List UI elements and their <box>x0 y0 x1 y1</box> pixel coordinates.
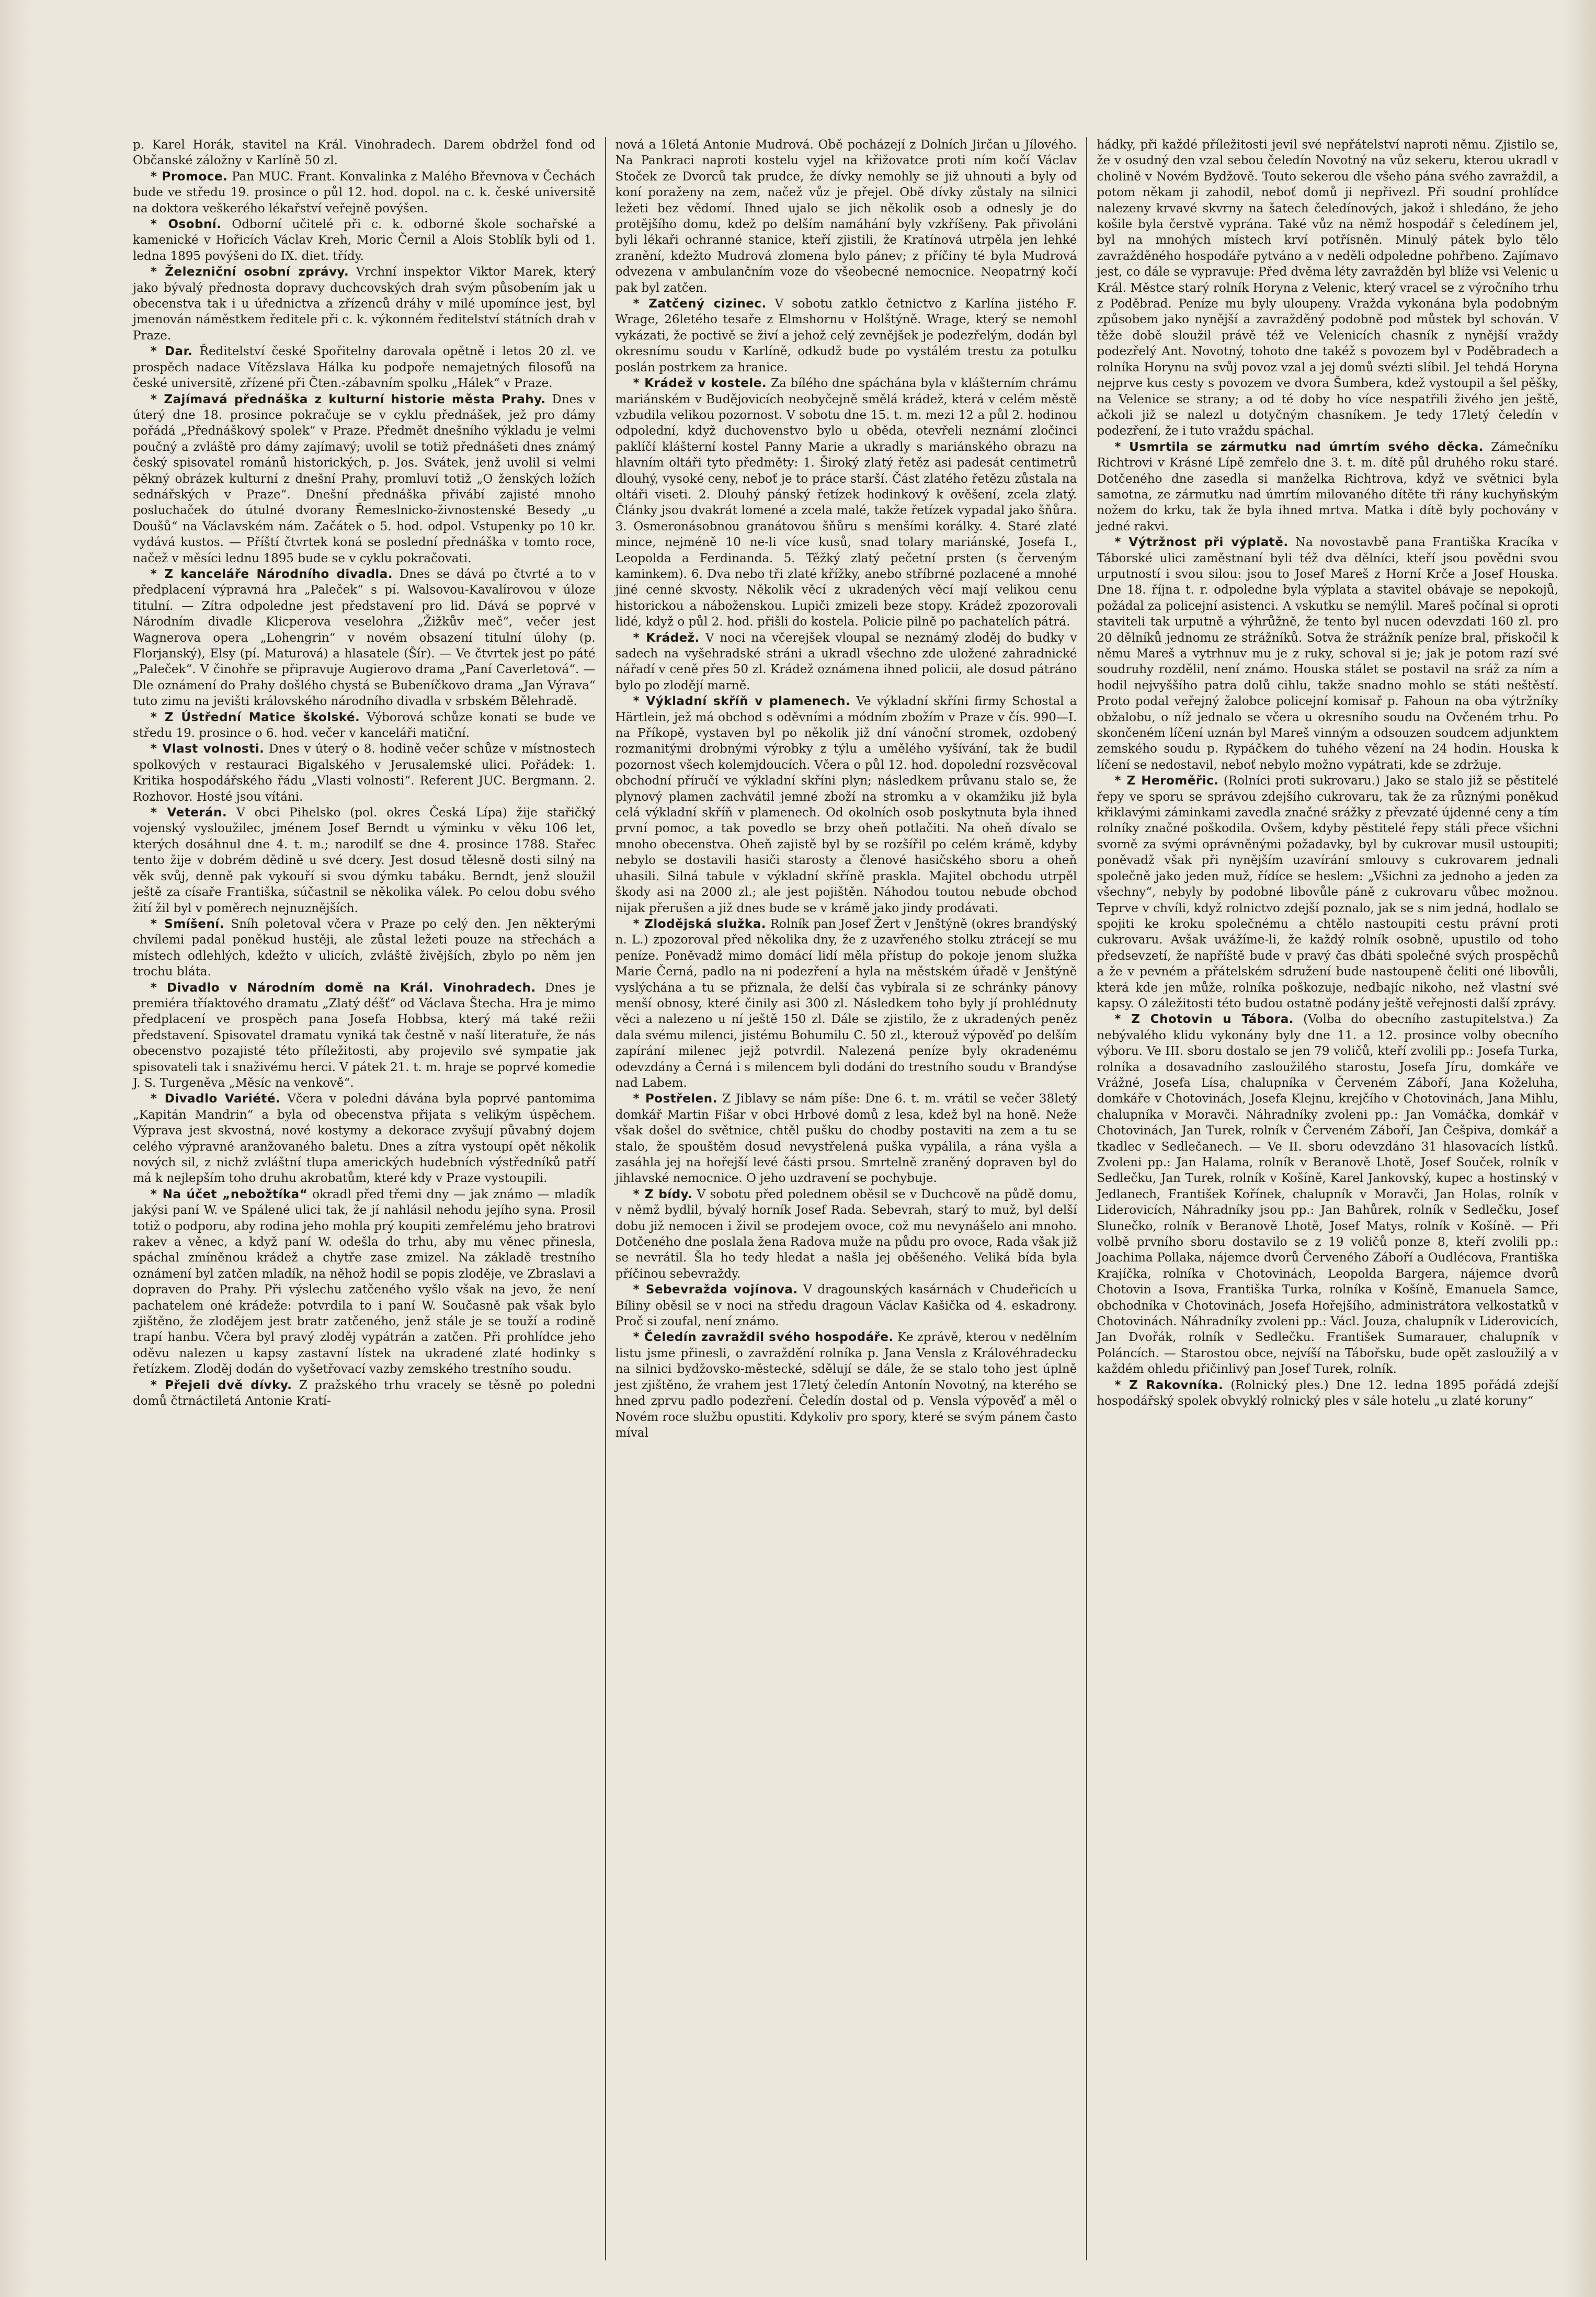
article-text: Ředitelství české Spořitelny darovala opětně i letos 20 zl. ve prospěch nadace Vítězslava Hálka ku podpoře nemajetných filosofů na české universitě, zřízené při Čten.-zábavním spolku „Hálek“ v Praze. <box>133 345 596 391</box>
article-heading: * Na účet „nebožtíka“ <box>151 1187 308 1201</box>
article-text: (Rolnický ples.) Dne 12. ledna 1895 pořádá zdejší hospodářský spolek obvyklý rolnický ples v sále hotelu „u zlaté koruny“ <box>1097 1378 1559 1408</box>
article-paragraph <box>1097 535 1558 773</box>
article-text: (Volba do obecního zastupitelstva.) Za nebývalého klidu vykonány byly dne 11. a 12. prosince volby obecního výboru. Ve III. sboru dostalo se jen 79 voličů, kteří zvolili pp.: Josefa Turka, rolníka a dosavadního zasloužilého starostu, Josefa Jíru, domkáře ve Vrážné, Josefa Lísa, chalupníka v Červeném Záboří, Jana Koželuha, domkáře v Chotovinách, Josefa Klejnu, krejčího v Chotovinách, Jana Mihlu, chalupníka v Moravči. Náhradníky zvoleni pp.: Jan Vomáčka, domkář v Chotovinách, Jan Turek, rolník v Červeném Záboří, Jan Češpiva, domkář a tkadlec v Sedlečanech. — Ve II. sboru odevzdáno 31 hlasovacích lístků. Zvoleni pp.: Jan Halama, rolník v Beranově Lhotě, Josef Souček, rolník v Sedlečku, Jan Turek, rolník v Košíně, Karel Jankovský, kupec a hostinský v Jedlanech, František Kořínek, chalupník v Moravči, Jan Holas, rolník v Liderovicích, Náhradníky jsou pp.: Jan Bahůrek, rolník v Sedlečku, Josef Slunečko, rolník v Beranově Lhotě, Josef Matys, rolník v Košíně. — Při volbě prvního sboru dostavilo se z 19 voličů ponze 8, kteří zvolili pp.: Joachima Pollaka, nájemce dvorů Červeného Záboří a Oudlécova, Františka Krajíčka, rolníka v Chotovinách, Leopolda Bargera, nájemce dvorů Chotovin a Isova, Františka Turka, rolníka v Košíně, Emanuela Samce, obchodníka v Chotovinách, Josefa Hořejšího, administrátora velkostatků v Chotovinách. Náhradníky zvoleni pp.: Václ. Jouza, chalupník v Liderovicích, Jan Dvořák, rolník v Sedlečku. František Sumarauer, chalupník v Poláncích. — Starostou obce, nejvíší na Tábořsku, bude opět zasloužilý a v každém ohledu přičinlivý pan Josef Turek, rolník. <box>1097 1013 1559 1377</box>
article-text: Za bílého dne spáchána byla v klášterním chrámu mariánském v Budějovicích neobyčejně smělá krádež, která v celém městě vzbudila velikou pozornost. V sobotu dne 15. t. m. mezi 12 a půl 2. hodinou odpolední, když duchovenstvo bylo u oběda, otevřeli neznámí zločinci paklíčí klášterní kostel Panny Marie a ukradly s mariánského obrazu na hlavním oltáři tyto předměty: 1. Široký zlatý řetěz asi padesát centimetrů dlouhý, vysoké ceny, neboť je to práce starší. Část zlatého řetězu zůstala na oltáři viseti. 2. Dlouhý pánský řetízek hodinkový k ověšení, zcela zlatý. Články jsou dvakrát lomené a zcela malé, takže řetízek vypadal jako šňůra. 3. Osmeronásobnou granátovou šňůru s menšími korálky. 4. Staré zlaté mince, nejméně 10 ne-li více kusů, snad tolary mariánské, Josefa I., Leopolda a Ferdinanda. 5. Těžký zlatý pečetní prsten (s červeným kaminkem). 6. Dva nebo tři zlaté křížky, anebo stříbrné pozlacené a mnohé jiné cenné skvosty. Několik věcí z ukradených věcí mají velikou cenu historickou a náboženskou. Lupiči zmizeli beze stopy. Krádež zpozorovali lidé, když o půl 2. hod. přišli do kostela. Policie pilně po pachatelích pátrá. <box>615 377 1077 629</box>
article-heading: * Výtržnost při výplatě. <box>1114 536 1289 550</box>
article-paragraph <box>615 296 1077 376</box>
article-paragraph <box>615 693 1077 916</box>
article-heading: * Zatčený cizinec. <box>633 297 767 311</box>
article-paragraph <box>1097 1011 1558 1377</box>
article-text: Vrchní inspektor Viktor Marek, který jako bývalý přednosta dopravy duchcovských drah svým působením jak u obecenstva tak i u úřednictva a zřízenců dráhy v milé upomínce jest, byl jmenován náměstkem ředitele při c. k. výkonném ředitelství státních drah v Praze. <box>133 265 596 343</box>
article-heading: * Divadlo Variété. <box>151 1092 281 1106</box>
article-text: Dnes v úterý o 8. hodině večer schůze v místnostech spolkových v restauraci Bigalského v Jerusalemské ulici. Pořádek: 1. Kritika hospodářského řádu „Vlasti volnosti“. Referent JUC. Bergmann. 2. Rozhovor. Hosté jsou vítáni. <box>133 742 596 804</box>
article-paragraph <box>615 630 1077 694</box>
article-text: Zámečníku Richtrovi v Krásné Lípě zemřelo dne 3. t. m. dítě půl druhého roku staré. Dotčeného dne zasedla si manželka Richtrova, když ve světnici byla samotna, ze zármutku nad úmrtím milovaného dítěte tři rány kuchyňským nožem do krku, tak že byla ihned mrtva. Matka i dítě byly pochovány v jedné rakvi. <box>1097 440 1559 533</box>
article-heading: * Přejeli dvě dívky. <box>151 1378 292 1392</box>
column-right <box>1086 137 1568 2260</box>
article-heading: * Z kanceláře Národního divadla. <box>151 567 393 581</box>
article-heading: * Smíšení. <box>151 917 224 931</box>
article-heading: * Krádež. <box>633 631 700 645</box>
article-text: Odborní učitelé při c. k. odborné škole sochařské a kamenické v Hořicích Václav Kreh, Moric Černil a Alois Stoblík byli od 1. ledna 1895 povýšeni do IX. diet. třídy. <box>133 218 596 263</box>
article-heading: * Z bídy. <box>633 1187 693 1201</box>
article-paragraph <box>615 376 1077 630</box>
article-text: V obci Pihelsko (pol. okres Česká Lípa) žije stařičký vojenský vysloužilec, jménem Josef Berndt u výminku v věku 106 let, kterých dosáhnul dne 4. t. m.; narodilť se dne 4. prosince 1788. Stařec tento žije v dobrém dědině u své dcery. Jest dosud tělesně dosti silný na věk svůj, denně pak vykouří si svou dýmku tabáku. Berndt, jenž sloužil ještě za císaře Františka, súčastnil se několika válek. Po celou dobu svého žití žil byl v poměrech nejnuznějších. <box>133 806 596 915</box>
article-text: Dnes je premiéra tříaktového dramatu „Zlatý déšť“ od Václava Štecha. Hra je mimo předplacení ve prospěch pana Josefa Hobbsa, který má také režii představení. Spisovatel dramatu vyniká tak čestně v naší literatuře, že nás obecenstvo pozajisté této příležitosti, aby projevilo své sympatie jak spisovateli tak i snaživému herci. V pátek 21. t. m. hraje se poprvé komedie J. S. Turgeněva „Měsíc na venkově“. <box>133 981 596 1090</box>
article-paragraph <box>133 344 596 391</box>
article-heading: * Zlodějská služka. <box>633 917 766 931</box>
article-heading: * Sebevražda vojínova. <box>633 1283 798 1297</box>
article-text: nová a 16letá Antonie Mudrová. Obě pocházejí z Dolních Jirčan u Jílového. Na Pankraci naproti kostelu vyjel na křižovatce proti ním kočí Václav Stoček ze Dvorců tak prudce, že dívky nemohly se již uhnouti a byly od koní poraženy na zem, načež vůz je přejel. Obě dívky zůstaly na silnici ležeti bez vědomí. Ihned ujalo se jich několik osob a odnesly je do protějšího domu, kdež po delším namáhání byly vzkříšeny. Pak přivoláni byli lékaři ochranné stanice, kteří zjistili, že Kratínová utrpěla jen lehké zranění, kdežto Mudrová zlomena bylo pánev; z příčiny té byla Mudrová odvezena v ambulančním voze do všeobecné nemocnice. Neopatrný kočí pak byl zatčen. <box>615 138 1077 295</box>
article-paragraph <box>133 566 596 710</box>
article-columns <box>123 137 1568 2260</box>
article-paragraph <box>133 710 596 742</box>
article-paragraph <box>133 1378 596 1409</box>
article-paragraph <box>133 980 596 1091</box>
article-text: hádky, při každé příležitosti jevil své nepřátelství naproti němu. Zjistilo se, že v osudný den vzal sebou čeledín Novotný na vůz sekeru, kterou ukradl v cholině v Novém Bydžově. Touto sekerou dle všeho pána svého zavraždil, a potom někam ji zahodil, neboť domů ji nepřivezl. Při soudní prohlídce nalezeny krvavé skvrny na šatech čeledínových, jakož i shledáno, že jeho košile byla čerstvě vyprána. Také vůz na němž hospodář s čeledínem jel, byl na mnohých místech krví potřísněn. Minulý pátek bylo tělo zavražděného hospodáře pytváno a v neděli odpoledne pohřbeno. Zajímavo jest, co dále se vypravuje: Před dvěma léty zavražděn byl blíže vsi Velenic u Král. Městce starý rolník Horyna z Velenic, který vracel se z výročního trhu z Poděbrad. Peníze mu byly uloupeny. Vražda vykonána byla podobným způsobem jako nynější a zavražděný podobně pod můstek byl schován. V těže době sloužil právě též ve Velenicích chasník z nynější vraždy podezřelý Ant. Novotný, tohoto dne takéž s povozem byl v Poděbradech a rolníka Horynu na svůj povoz vzal a jej domů svézti slíbil. Jel tehdá Horyna nejprve kus cesty s povozem ve dvora Šumbera, kdež vystoupil a šel pěšky, na Velenice se strany; a od té doby ho více nespatřili živého jen ještě, ačkoli již se nalezl u dotyčným chasníkem. Je tedy 17letý čeledín v podezření, že i tuto vraždu spáchal. <box>1097 138 1559 438</box>
article-heading: * Výkladní skříň v plamenech. <box>633 695 851 709</box>
article-paragraph <box>133 741 596 805</box>
article-paragraph <box>1097 773 1558 1011</box>
article-paragraph <box>133 916 596 980</box>
article-paragraph <box>1097 439 1558 535</box>
column-left <box>123 137 605 2260</box>
column-middle <box>605 137 1087 2260</box>
article-text: Sníh poletoval včera v Praze po celý den. Jen některými chvílemi padal poněkud hustěji, ale zůstal ležeti pouze na střechách a místech odlehlých, kdežto v ulicích, zvláště živějších, zbylo po něm jen trochu bláta. <box>133 917 596 979</box>
article-text: Ke zprávě, kterou v nedělním listu jsme přinesli, o zavraždění rolníka p. Jana Vensla z Královéhradecku na silnici bydžovsko-městecké, sdělují se dále, že se stalo toho jest úplně jest zjištěno, že vrahem jest 17letý čeledín Antonín Novotný, na kterého se hned zprvu padlo podezření. Čeledín dostal od p. Vensla výpověď a měl o Novém roce službu opustiti. Kdykoliv pro spory, které se svým pánem často míval <box>615 1331 1077 1440</box>
article-paragraph <box>1097 1378 1558 1409</box>
article-heading: * Z Chotovin u Tábora. <box>1114 1013 1294 1027</box>
article-heading: * Promoce. <box>151 169 228 184</box>
article-heading: * Dar. <box>151 345 193 359</box>
article-text: Rolník pan Josef Žert v Jenštýně (okres brandýský n. L.) zpozoroval před několika dny, že z uzavřeného stolku ztrácejí se mu peníze. Poněvadž mimo domácí lidí měla přístup do pokoje jenom služka Marie Černá, padlo na ni podezření a hyla na městském úřadě v Jenštýně vyslýchána a tu se přiznala, že delší čas vybírala si ze schránky pánovy menší obnosy, které činily asi 300 zl. Následkem toho byly jí prohlédnuty věci a nalezeno u ní ještě 150 zl. Dále se zjistilo, že z ukradených peněz dala svému milenci, jistému Bohumilu C. 50 zl., kterouž výpověď po delším zapírání milenec jejž potvrdil. Nalezená peníze byly okradenému odevzdány a Černá i s milencem byli dodáni do trestního soudu v Brandýse nad Labem. <box>615 917 1077 1090</box>
article-heading: * Postřelen. <box>633 1092 717 1106</box>
article-text: Na novostavbě pana Františka Kracíka v Táborské ulici zaměstnaní byli též dva dělníci, kteří jsou povědni svou urputností i svou silou: jsou to Josef Mareš z Horní Krče a Josef Houska. Dne 18. října t. r. odpoledne byla výplata a stavitel obávaje se nepokojů, požádal za policejní asistenci. A vskutku se nemýlil. Mareš počínal si oproti staviteli tak urputně a výhrůžně, že tento byl nucen odevzdati 160 zl. pro 20 dělníků jednomu ze strážníků. Sotva že strážník peníze bral, přiskočil k němu Mareš a vytrhnuv mu je z ruky, schoval si je; jak je potom razí své soudruhy rozdělil, není známo. Houska stálet se postavil na sráž za ním a hodil nejvyššího patra dolů cihlu, takže snadno mohlo se státi neštěstí. Proto podal veřejný žalobce policejní komisař p. Fahoun na oba výtržníky obžalobu, o níž jednalo se včera u okresního soudu na Ovčeném trhu. Po skončeném líčení uznán byl Mareš vinným a odsouzen soudcem adjunktem zemského soudu p. Rypáčkem do tuhého vězení na 24 hodin. Houska k líčení se nedostavil, neboť nebylo možno vypátrati, kde se zdržuje. <box>1097 536 1559 772</box>
article-heading: * Krádež v kostele. <box>633 377 767 391</box>
article-paragraph <box>133 805 596 916</box>
article-text: Včera v poledni dávána byla poprvé pantomima „Kapitán Mandrin“ a byla od obecenstva přijata s velikým úspěchem. Výprava jest skvostná, nové kostymy a dekorace zvyšují půvabný dojem celého výpravné aranžovaného baletu. Dnes a zítra vystoupí opět několik nových sil, z nichž zvláštní tlupa amerických hudebních výstředníků patří má k nejlepším toho druhu akrobatům, které kdy v Praze vystoupili. <box>133 1092 596 1186</box>
article-heading: * Z Ústřední Matice školské. <box>151 710 360 724</box>
article-paragraph <box>615 1187 1077 1282</box>
article-text: V sobotu zatklo četnictvo z Karlína jistého F. Wrage, 26letého tesaře z Elmshornu v Holštýně. Wrage, který se nemohl vykázati, že poctivě se živí a jehož celý zevnějšek je podezřelým, dodán byl okresnímu soudu v Karlíně, odkudž bude po vystálém trestu za potulku poslán postrkem za hranice. <box>615 297 1077 374</box>
article-heading: * Z Rakovníka. <box>1114 1378 1224 1392</box>
article-text: (Rolníci proti sukrovaru.) Jako se stalo již se pěstitelé řepy ve sporu se správou zdejšího cukrovaru, tak že za různými poněkud křiklavými záminkami zavedla značné srážky z převzaté újdenné ceny a tím rolníky značné poškodila. Ovšem, kdyby pěstitelé řepy stáli přece všichni svorně za svými oprávněnými požadavky, byl by cukrovar musil ustoupiti; poněvadž však při nynějším uzavírání smlouvy s cukrovarem jednali společně jako jeden muž, řídíce se heslem: „Všichni za jednoho a jeden za všechny“, nebyly by podobné libovůle páně z cukrovaru vůbec možnou. Teprve v chvíli, když rolnictvo zdejší poznalo, jak se s nim jedná, hodlalo se spojiti ke kroku společnému a chtělo nastoupiti cestu právní proti cukrovaru. Avšak uvážíme-li, že každý rolník osobně, upustilo od toho předsevzetí, že napříště bude v pravý čas dbáti společné svých prospěchů a že v pevném a přátelském sdružení bude nastoupeně čeliti oné libovůli, která kde jen může, rolníka poškozuje, nedbajíc nikoho, než vlastní své kapsy. O záležitosti této budou ostatně podány ještě veřejnosti další zprávy. <box>1097 774 1559 1010</box>
article-heading: * Vlast volnosti. <box>151 742 265 756</box>
article-text: V dragounských kasárnách v Chudeřicích u Bíliny oběsil se v noci na středu dragoun Václav Kašička od 4. eskadrony. Proč si zoufal, není známo. <box>615 1283 1077 1329</box>
article-text: V noci na včerejšek vloupal se neznámý zloděj do budky v sadech na vyšehradské stráni a ukradl všechno zde uložené zahradnické nářadí v ceně přes 50 zl. Krádež oznámena ihned policii, ale dosud pátráno bylo po zlodějí marně. <box>615 631 1077 692</box>
article-paragraph <box>133 1091 596 1186</box>
article-text: Z Jiblavy se nám píše: Dne 6. t. m. vrátil se večer 38letý domkář Martin Fišar v obci Hrbové domů z lesa, kdež byl na honě. Neže však došel do světnice, chtěl pušku do chodby postaviti na zem a tu se stalo, že spouštěm dosud nevystřelená puška vypálila, a rána vyšla a zasáhla jej na hořejší levé části prsou. Smrtelně zraněný dopraven byl do jihlavské nemocnice. O jeho uzdravení se pochybuje. <box>615 1092 1077 1186</box>
article-heading: * Čeledín zavraždil svého hospodáře. <box>633 1331 894 1345</box>
article-text: Pan MUC. Frant. Konvalinka z Malého Břevnova v Čechách bude ve středu 19. prosince o půl 12. hod. dopol. na c. k. české universitě na doktora veškerého lékařství veřejně povýšen. <box>133 169 596 215</box>
article-text: p. Karel Horák, stavitel na Král. Vinohradech. Darem obdržel fond od Občanské záložny v Karlíně 50 zl. <box>133 138 596 168</box>
article-heading: * Usmrtila se zármutku nad úmrtím svého děcka. <box>1114 440 1484 454</box>
article-heading: * Divadlo v Národním domě na Král. Vinohradech. <box>151 981 536 995</box>
article-paragraph <box>133 264 596 344</box>
article-paragraph <box>615 1329 1077 1441</box>
article-text: V sobotu před polednem oběsil se v Duchcově na půdě domu, v němž bydlil, bývalý horník Josef Rada. Sebevrah, starý to muž, byl delší dobu již nemocen i živil se prodejem ovoce, což mu nevynášelo ani mnoho. Dotčeného dne poslala žena Radova muže na půdu pro ovoce, Rada však již se nevrátil. Šla ho tedy hledat a našla jej oběšeného. Veliká bída byla příčinou sebevraždy. <box>615 1187 1077 1281</box>
article-heading: * Z Heroměřic. <box>1114 774 1219 788</box>
article-paragraph <box>615 1091 1077 1186</box>
article-paragraph <box>615 137 1077 296</box>
article-paragraph <box>133 169 596 217</box>
article-paragraph <box>133 137 596 169</box>
article-heading: * Veterán. <box>151 806 227 820</box>
article-heading: * Zajímavá přednáška z kulturní historie města Prahy. <box>151 392 546 406</box>
article-paragraph <box>615 1282 1077 1329</box>
article-paragraph <box>615 916 1077 1091</box>
article-text: Výborová schůze konati se bude ve středu 19. prosince o 6. hod. večer v kanceláři matiční. <box>133 710 596 741</box>
article-paragraph <box>133 392 596 566</box>
article-heading: * Železniční osobní zprávy. <box>151 265 349 279</box>
article-text: Dnes v úterý dne 18. prosince pokračuje se v cyklu přednášek, jež pro dámy pořádá „Přednáškový spolek“ v Praze. Předmět dnešního výkladu je velmi poučný a zvláště pro dámy zajímavý; uvolil se totiž přednášeti dnes známý český spisovatel románů historických, p. Jos. Svátek, jenž uvolil si velmi pěkný obrázek kulturní z dnešní Prahy, promluví totiž „O ženských ložích sednářských v Praze“. Dnešní přednáška přivábí zajisté mnoho posluchaček do útulné dvorany Řemeslnicko-živnostenské Besedy „u Doušů“ na Václavském nám. Začátek o 5. hod. odpol. Vstupenky po 10 kr. vydává kustos. — Příští čtvrtek koná se poslední přednáška v tomto roce, načež v měsíci lednu 1895 bude se v cyklu pokračovati. <box>133 392 596 565</box>
article-text: okradl před třemi dny — jak známo — mladík jakýsi paní W. ve Spálené ulici tak, že jí nahlásil nehodu jejího syna. Prosil totiž o podporu, aby rodina jeho mohla prý koupiti zemřelému jeho bratrovi rakev a věnec, a když paní W. odešla do trhu, aby mu věnec přinesla, spáchal zmíněnou krádež a chytře zase zmizel. Na základě trestního oznámení byl zatčen mladík, na něhož hodil se popis zloděje, ve Zbraslavi a dopraven do Prahy. Při výslechu zatčeného vyšlo však na jevo, že není pachatelem oné krádeže: potvrdila to i paní W. Současně pak však bylo zjištěno, že zlodějem jest bratr zatčeného, jenž stále je se touží a rodině trapí hanbu. Včera byl pravý zloděj vypátrán a zatčen. Při prohlídce jeho oděvu nalezen u kapsy zastavní lístek na ukradené zlaté hodinky s řetízkem. Zloděj dodán do vyšetřovací vazby zemského trestního soudu. <box>133 1187 596 1377</box>
article-heading: * Osobní. <box>151 218 222 232</box>
article-text: Dnes se dává po čtvrté a to v předplacení výpravná hra „Paleček“ s pí. Walsovou-Kavalírovou v úloze titulní. — Zítra odpoledne jest představení pro lid. Dává se poprvé v Národním divadle Klicperova veselohra „Žižkův meč“, večer jest Wagnerova opera „Lohengrin“ v novém obsazení titulní úlohy (p. Florjanský), Elsy (pí. Maturová) a hlasatele (Šír). — Ve čtvrtek jest po páté „Paleček“. V činohře se připravuje Augierovo drama „Paní Caverletová“. — Dle oznámení do Prahy došlého chystá se Bubeníčkovo drama „Jan Výrava“ tuto zimu na jevišti královského národního divadla v srbském Bělehradě. <box>133 567 596 709</box>
article-paragraph <box>133 217 596 264</box>
article-text: Z pražského trhu vracely se těsně po poledni domů čtrnáctiletá Antonie Kratí- <box>133 1378 596 1408</box>
article-paragraph <box>133 1187 596 1378</box>
article-text: Ve výkladní skříni firmy Schostal a Härtlein, jež má obchod s oděvními a módním zbožím v Praze v čís. 990—I. na Příkopě, vystaven byl po několik již dní vánoční stromek, ozdobený rozmanitými drobnými výrobky z týlu a umělého vyšívání, tak že budil pozornost všech kolemjdoucích. Včera o půl 12. hod. dopolední rozsvěcoval obchodní příručí ve výkladní skříni plyn; následkem průvanu stalo se, že plynový plamen zachvátil jemné zboží na stromku a v okamžiku již byla celá výkladní skříň v plamenech. Od okolních osob poskytnuta byla ihned první pomoc, a tak povedlo se brzy oheň potlačiti. Na oheň dívalo se mnoho obecenstva. Oheň zajistě byl by se rozšířil po celém krámě, kdyby nebylo se dostavili hasiči starosty a členové hasičského sboru a oheň uhasili. Silná tabule v výkladní skříně praskla. Majitel obchodu utrpěl škody asi na 2000 zl.; ale jest pojištěn. Náhodou toutou nebude obchod nijak přerušen a již dnes bude se v krámě jako jindy prodávati. <box>615 695 1077 915</box>
article-paragraph <box>1097 137 1558 439</box>
